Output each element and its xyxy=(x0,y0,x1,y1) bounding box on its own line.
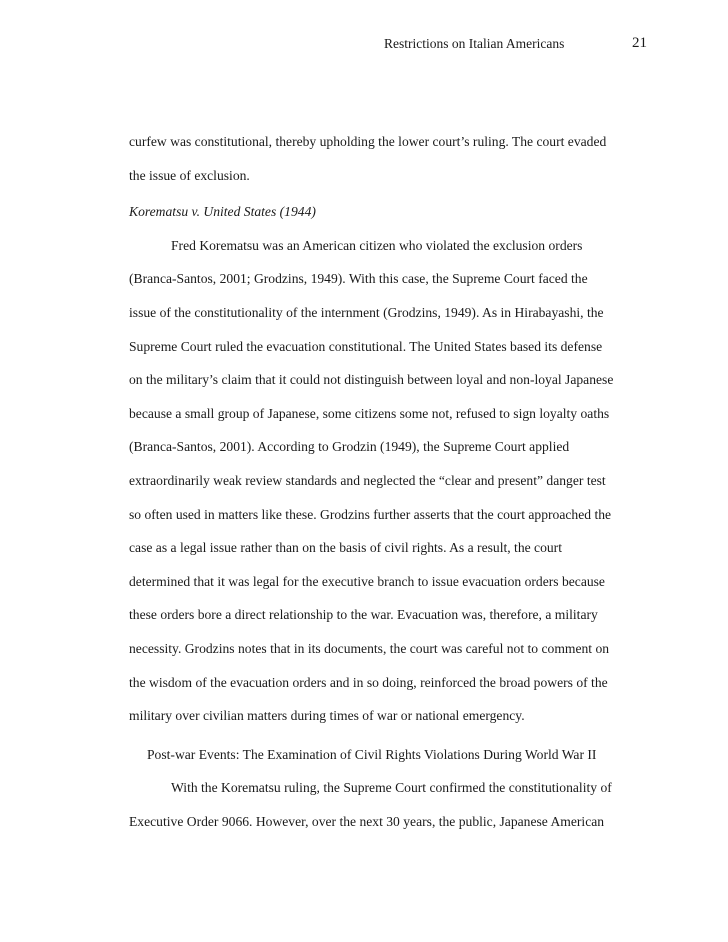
text-line: the wisdom of the evacuation orders and in so doing, reinforced the broad powers of the xyxy=(129,674,608,690)
text-line: (Branca-Santos, 2001). According to Grodzin (1949), the Supreme Court applied xyxy=(129,439,570,455)
text-line: extraordinarily weak review standards and neglected the “clear and present” danger test xyxy=(129,472,606,488)
text-line: necessity. Grodzins notes that in its documents, the court was careful not to comment on xyxy=(129,640,610,656)
text-line: curfew was constitutional, thereby upholding the lower court’s ruling. The court evaded xyxy=(129,134,607,149)
text-line: these orders bore a direct relationship to the war. Evacuation was, therefore, a military xyxy=(129,607,598,623)
running-head: Restrictions on Italian Americans xyxy=(384,36,565,51)
body-text xyxy=(129,125,649,838)
text-line: Fred Korematsu was an American citizen who violated the exclusion orders xyxy=(171,237,583,253)
text-line: (Branca-Santos, 2001; Grodzins, 1949). With this case, the Supreme Court faced the xyxy=(129,271,588,287)
section-heading: Post-war Events: The Examination of Civil Rights Violations During World War II xyxy=(147,746,597,762)
text-line: issue of the constitutionality of the internment (Grodzins, 1949). As in Hirabayashi, the xyxy=(129,304,604,320)
text-line: determined that it was legal for the executive branch to issue evacuation orders because xyxy=(129,573,605,589)
case-heading: Korematsu v. United States (1944) xyxy=(129,204,316,220)
text-line: military over civilian matters during times of war or national emergency. xyxy=(129,708,525,724)
text-line: Supreme Court ruled the evacuation constitutional. The United States based its defense xyxy=(129,338,603,354)
text-line: because a small group of Japanese, some citizens some not, refused to sign loyalty oaths xyxy=(129,405,610,421)
text-line: Executive Order 9066. However, over the next 30 years, the public, Japanese American xyxy=(129,813,605,829)
text-line: the issue of exclusion. xyxy=(129,167,250,183)
page-number: 21 xyxy=(632,35,647,51)
text-line: With the Korematsu ruling, the Supreme Court confirmed the constitutionality of xyxy=(171,780,612,796)
text-line: case as a legal issue rather than on the basis of civil rights. As a result, the court xyxy=(129,540,562,556)
text-line: on the military’s claim that it could not distinguish between loyal and non-loyal Japanese xyxy=(129,372,614,388)
text-line: so often used in matters like these. Grodzins further asserts that the court approached the xyxy=(129,506,612,522)
